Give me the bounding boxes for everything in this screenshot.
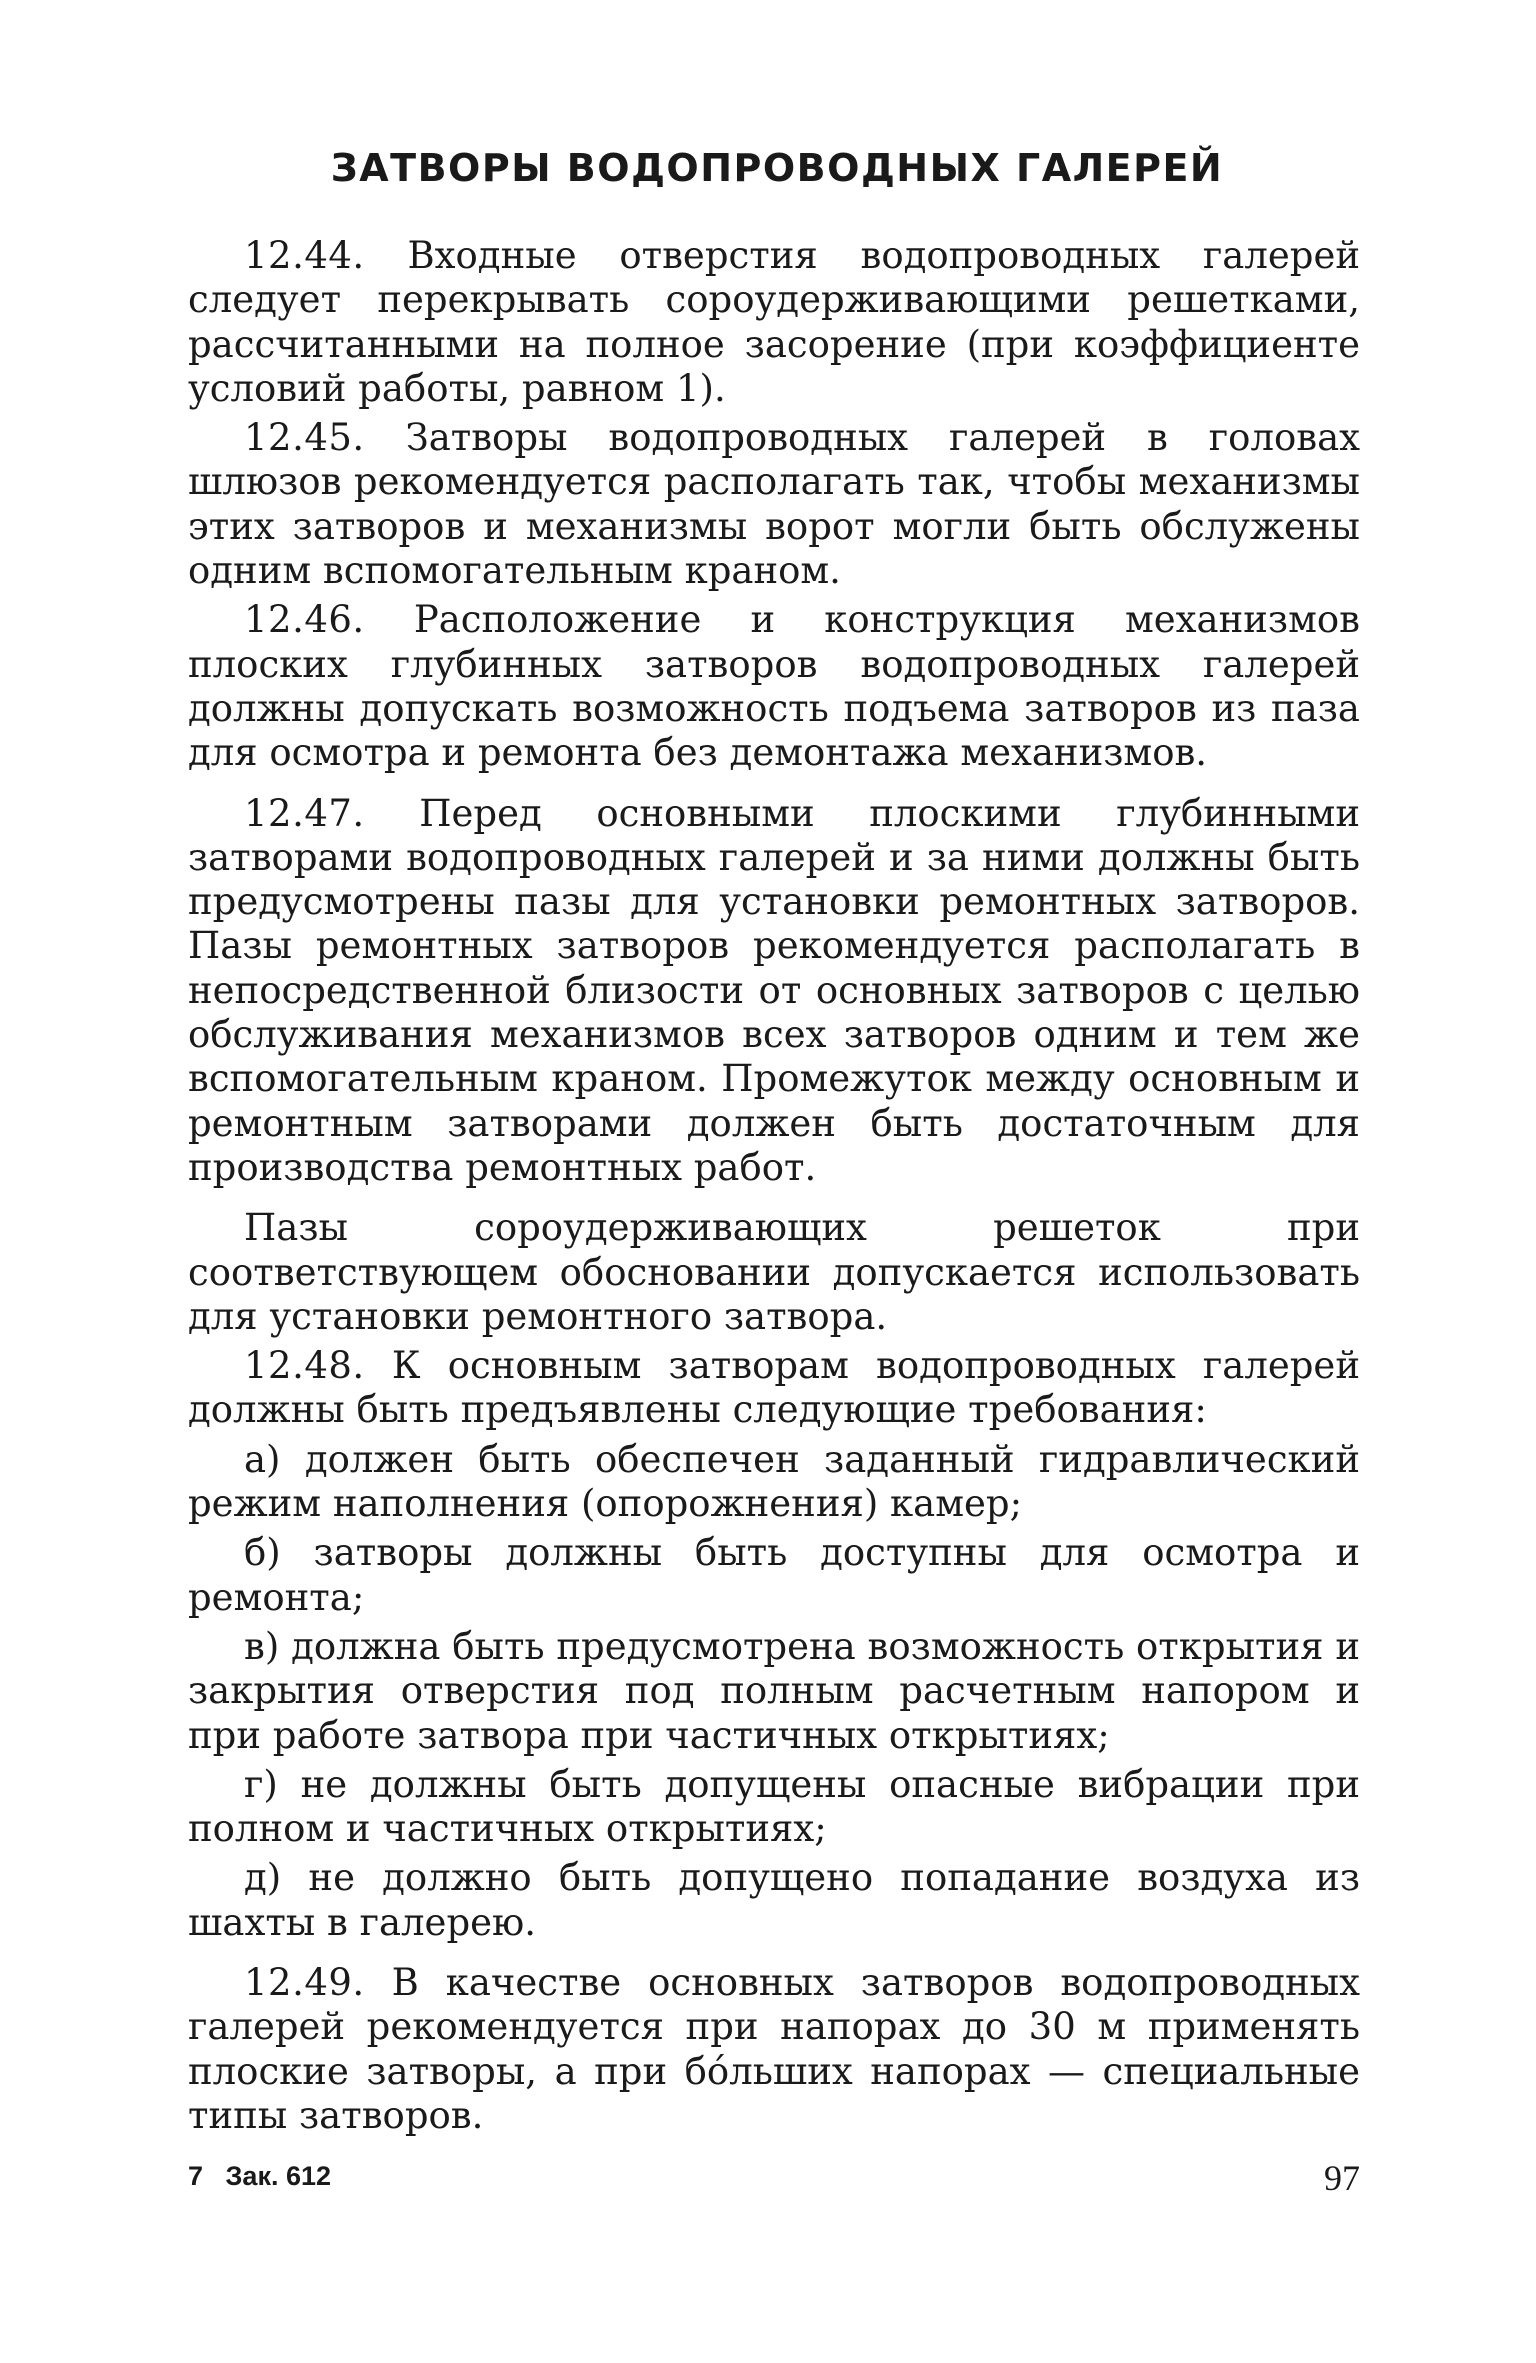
list-item-a bbox=[188, 1438, 1360, 1527]
paragraph-text: Затворы водопроводных галерей в головах шлюзов рекомендуется располагать так, чтобы механизмы этих затворов и механизмы ворот могли быть обслужены одним вспомогательным краном. bbox=[188, 416, 1360, 593]
list-item-d bbox=[188, 1856, 1360, 1945]
paragraph-number: 12.48. bbox=[244, 1344, 365, 1388]
list-item-text: д) не должно быть допущено попадание воздуха из шахты в галерею. bbox=[188, 1856, 1360, 1944]
page-footer bbox=[188, 2157, 1360, 2203]
paragraph-12-46 bbox=[188, 598, 1360, 775]
paragraph-12-47 bbox=[188, 792, 1360, 1191]
list-item-v bbox=[188, 1625, 1360, 1758]
document-body bbox=[188, 234, 1360, 2138]
paragraph-12-49 bbox=[188, 1961, 1360, 2138]
paragraph-12-48 bbox=[188, 1344, 1360, 1433]
paragraph-text: К основным затворам водопроводных галерей должны быть предъявлены следующие требования: bbox=[188, 1344, 1360, 1432]
paragraph-slots-note bbox=[188, 1206, 1360, 1339]
list-item-text: в) должна быть предусмотрена возможность открытия и закрытия отверстия под полным расчетным напором и при работе затвора при частичных открытиях; bbox=[188, 1624, 1360, 1757]
paragraph-number: 12.44. bbox=[244, 234, 365, 277]
list-item-text: г) не должны быть допущены опасные вибрации при полном и частичных открытиях; bbox=[188, 1762, 1360, 1851]
paragraph-number: 12.45. bbox=[244, 416, 365, 460]
paragraph-number: 12.49. bbox=[244, 1960, 365, 2004]
printing-signature: 7 Зак. 612 bbox=[188, 2161, 332, 2191]
section-heading: ЗАТВОРЫ ВОДОПРОВОДНЫХ ГАЛЕРЕЙ bbox=[330, 146, 1224, 190]
paragraph-text: Расположение и конструкция механизмов плоских глубинных затворов водопроводных галерей должны допускать возможность подъема затворов из паза для осмотра и ремонта без демонтажа механизмов. bbox=[188, 598, 1360, 775]
list-item-b bbox=[188, 1531, 1360, 1620]
paragraph-text: Перед основными плоскими глубинными затворами водопроводных галерей и за ними должны быть предусмотрены пазы для установки ремонтных затворов. Пазы ремонтных затворов рекомендуется располагать в непосредственной близости от основных затворов с целью обслуживания механизмов всех затворов одним и тем же вспомогательным краном. Промежуток между основным и ремонтным затворами должен быть достаточным для производства ремонтных работ. bbox=[188, 791, 1360, 1189]
paragraph-text: Входные отверстия водопроводных галерей следует перекрывать сороудерживающими решетками, рассчитанными на полное засорение (при коэффициенте условий работы, равном 1). bbox=[188, 234, 1360, 410]
list-item-text: б) затворы должны быть доступны для осмотра и ремонта; bbox=[188, 1531, 1360, 1619]
list-item-g bbox=[188, 1763, 1360, 1852]
paragraph-number: 12.46. bbox=[244, 598, 365, 642]
paragraph-number: 12.47. bbox=[244, 791, 365, 835]
paragraph-text: Пазы сороудерживающих решеток при соответствующем обосновании допускается использовать для установки ремонтного затвора. bbox=[188, 1206, 1360, 1338]
paragraph-text: В качестве основных затворов водопроводных галерей рекомендуется при напорах до 30 м применять плоские затворы, а при бóльших напорах — специальные типы затворов. bbox=[188, 1960, 1360, 2137]
paragraph-12-45 bbox=[188, 416, 1360, 593]
list-item-text: а) должен быть обеспечен заданный гидравлический режим наполнения (опорожнения) камер; bbox=[188, 1437, 1360, 1526]
page-number: 97 bbox=[1324, 2158, 1360, 2198]
paragraph-12-44 bbox=[188, 234, 1360, 411]
